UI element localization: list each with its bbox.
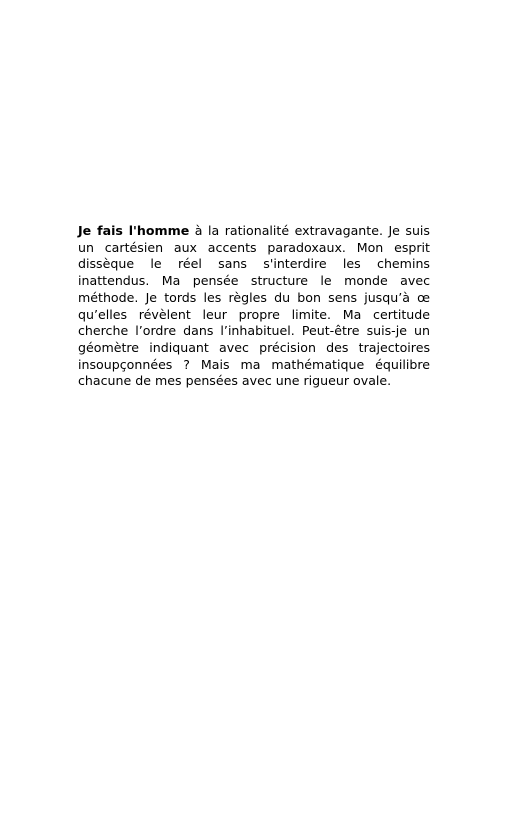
- paragraph-text: à la rationalité extravagante. Je suis un cartésien aux accents paradoxaux. Mon esprit dissèque le réel sans s'interdire les chemins inattendus. Ma pensée structure le monde avec méthode. Je tords les règles du bon sens jusqu’à œ qu’elles révèlent leur propre limite. Ma certitude cherche l’ordre dans l’inhabituel. Peut-être suis-je un géomètre indiquant avec précision des trajectoires insoupçonnées ? Mais ma mathématique équilibre chacune de mes pensées avec une rigueur ovale.: [78, 223, 430, 389]
- body-paragraph: [78, 223, 430, 390]
- lead-phrase: Je fais l'homme: [78, 223, 190, 238]
